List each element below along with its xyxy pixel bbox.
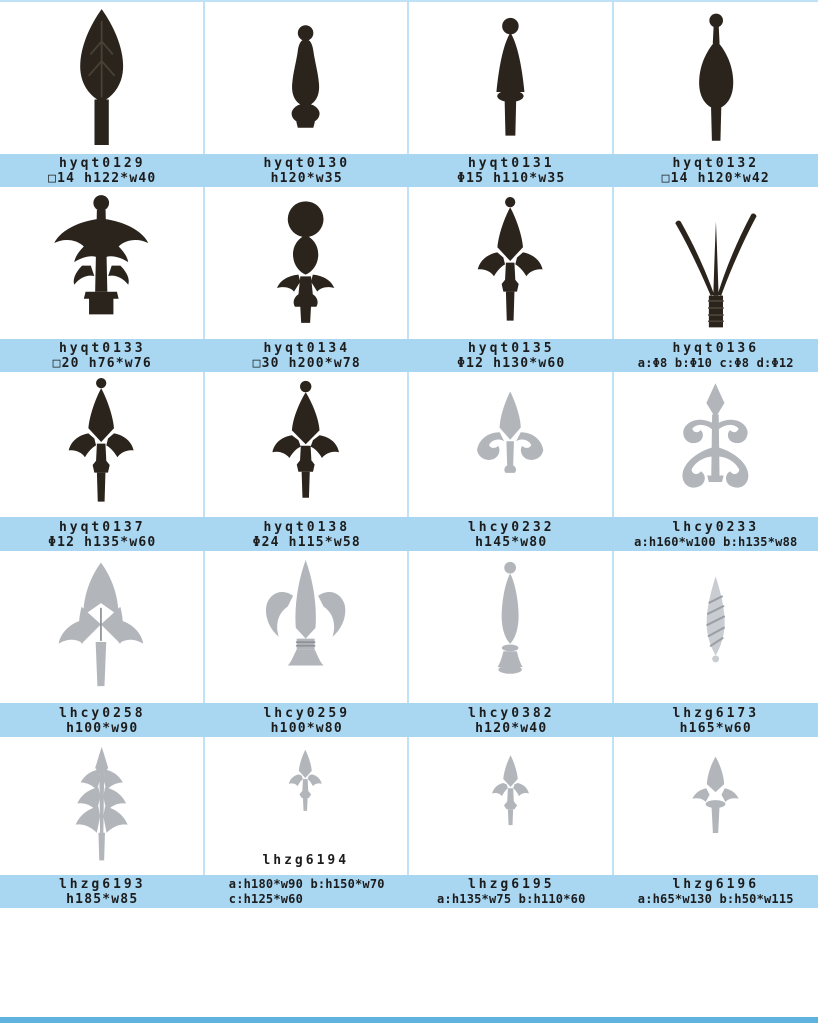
product-photo — [614, 2, 818, 154]
product-cell — [614, 551, 818, 737]
product-photo — [614, 187, 818, 339]
product-label-band — [205, 339, 410, 372]
product-code: hyqt0138 — [263, 519, 351, 535]
product-cell — [409, 372, 614, 551]
product-label-band — [614, 339, 818, 372]
product-photo — [409, 737, 614, 875]
product-code: lhcy0232 — [467, 519, 555, 535]
product-label-band — [205, 154, 410, 187]
product-photo — [614, 372, 818, 517]
product-code: hyqt0137 — [58, 519, 146, 535]
product-label-band — [205, 875, 410, 908]
scroll-ornament-finial-icon — [666, 375, 765, 515]
product-cell — [409, 551, 614, 737]
product-code: hyqt0134 — [263, 341, 351, 356]
product-photo — [0, 737, 205, 875]
product-cell — [0, 372, 205, 551]
product-cell — [614, 2, 818, 187]
product-label-band — [205, 517, 410, 551]
product-code: lhzg6196 — [672, 877, 760, 892]
spike-finial-finial-icon — [460, 556, 560, 698]
catalog-row — [0, 551, 818, 737]
product-code: hyqt0136 — [672, 341, 760, 356]
teardrop-ball-spear-finial-icon — [665, 6, 767, 151]
product-label-band — [0, 875, 205, 908]
product-spec-line2: c:h125*w60 — [228, 892, 304, 906]
product-code: lhzg6194 — [262, 852, 350, 868]
product-code: hyqt0130 — [263, 156, 351, 171]
product-photo — [205, 372, 410, 517]
product-photo — [409, 372, 614, 517]
product-cell — [0, 551, 205, 737]
fleur-spear-finial-icon — [459, 191, 561, 336]
product-code: hyqt0133 — [58, 341, 146, 356]
product-spec: Φ12 h135*w60 — [48, 534, 157, 550]
fleur-spear-small-finial-icon — [270, 745, 341, 845]
product-photo — [0, 551, 205, 703]
product-photo — [0, 2, 205, 154]
baluster-finial-finial-icon — [259, 12, 352, 144]
product-spec: Φ12 h130*w60 — [457, 356, 566, 371]
product-code: lhzg6195 — [467, 877, 555, 892]
product-spec: □14 h120*w42 — [661, 171, 770, 186]
product-cell — [409, 737, 614, 908]
product-spec: Φ24 h115*w58 — [252, 534, 361, 550]
product-label-band — [205, 703, 410, 737]
product-cell — [205, 187, 410, 372]
three-prong-finial-icon — [663, 188, 769, 338]
product-cell — [205, 737, 410, 908]
product-cell — [409, 187, 614, 372]
product-spec: h185*w85 — [66, 892, 139, 907]
product-photo — [205, 2, 410, 154]
product-cell — [614, 737, 818, 908]
bottom-border-bar — [0, 1017, 818, 1023]
product-code: lhcy0258 — [58, 705, 146, 721]
product-cell — [409, 2, 614, 187]
product-label-band — [409, 339, 614, 372]
product-label-band — [409, 875, 614, 908]
product-photo — [614, 551, 818, 703]
product-code: hyqt0131 — [467, 156, 555, 171]
product-label-band — [614, 703, 818, 737]
product-label-band — [409, 517, 614, 551]
product-code: lhcy0233 — [672, 519, 760, 535]
product-code: lhzg6173 — [672, 705, 760, 721]
product-code: hyqt0132 — [672, 156, 760, 171]
product-photo — [409, 2, 614, 154]
leafy-tree-spear-finial-icon — [53, 737, 150, 875]
product-spec: h120*w35 — [270, 171, 343, 186]
cone-ball-spear-finial-icon — [461, 8, 560, 148]
leaf-spear-finial-icon — [48, 2, 155, 154]
product-spec: h165*w60 — [679, 720, 752, 736]
product-label-band — [0, 703, 205, 737]
product-spec: a:h135*w75 b:h110*60 — [437, 892, 586, 906]
catalog-row — [0, 2, 818, 187]
product-label-band — [409, 703, 614, 737]
product-cell — [614, 372, 818, 551]
fleur-wide-leaf-finial-icon — [252, 551, 359, 703]
product-spec: a:h65*w130 b:h50*w115 — [637, 892, 794, 906]
winged-finial-finial-icon — [49, 189, 153, 337]
product-spec: h100*w90 — [66, 720, 139, 736]
product-spec: a:h180*w90 b:h150*w70 — [228, 877, 385, 891]
product-code: lhzg6193 — [58, 877, 146, 892]
catalog-row — [0, 737, 818, 908]
twisted-spear-finial-icon — [674, 568, 757, 686]
product-photo — [205, 737, 410, 875]
fleur-spear-small2-finial-icon — [471, 750, 550, 862]
product-spec: a:h160*w100 b:h135*w88 — [634, 534, 798, 549]
catalog-row — [0, 372, 818, 551]
ball-scroll-finial-finial-icon — [252, 187, 359, 339]
product-spec: Φ15 h110*w35 — [457, 171, 566, 186]
product-photo — [409, 551, 614, 703]
product-label-band — [0, 154, 205, 187]
product-cell — [614, 187, 818, 372]
product-spec: a:Φ8 b:Φ10 c:Φ8 d:Φ12 — [637, 356, 794, 370]
product-label-band — [409, 154, 614, 187]
product-photo — [205, 187, 410, 339]
product-spec: h120*w40 — [475, 720, 548, 736]
collared-spear-finial-icon — [676, 750, 755, 862]
product-spec: h100*w80 — [270, 720, 343, 736]
product-code: hyqt0135 — [467, 341, 555, 356]
catalog-row — [0, 187, 818, 372]
product-label-band — [0, 517, 205, 551]
product-photo — [614, 737, 818, 875]
product-grid — [0, 2, 818, 908]
product-photo — [409, 187, 614, 339]
product-cell — [0, 187, 205, 372]
product-cell — [205, 551, 410, 737]
product-code: lhcy0382 — [467, 705, 555, 721]
product-code: lhcy0259 — [263, 705, 351, 721]
product-label-band — [614, 154, 818, 187]
product-cell — [205, 372, 410, 551]
fleur-de-lis-finial-icon — [465, 381, 555, 509]
product-photo — [205, 551, 410, 703]
product-spec: h145*w80 — [475, 534, 548, 550]
product-code: hyqt0129 — [58, 156, 146, 171]
product-cell — [0, 2, 205, 187]
product-photo — [0, 187, 205, 339]
product-spec: □20 h76*w76 — [52, 356, 152, 371]
product-label-band — [614, 875, 818, 908]
product-label-band — [0, 339, 205, 372]
product-spec: □14 h122*w40 — [48, 171, 157, 186]
product-spec: □30 h200*w78 — [252, 356, 361, 371]
fleur-spear-wide-finial-icon — [257, 376, 354, 514]
product-label-band — [614, 517, 818, 551]
product-cell — [0, 737, 205, 908]
fleur-spear-finial-icon — [50, 372, 152, 517]
product-photo — [0, 372, 205, 517]
palmette-leaf-finial-icon — [48, 552, 154, 702]
product-cell — [205, 2, 410, 187]
